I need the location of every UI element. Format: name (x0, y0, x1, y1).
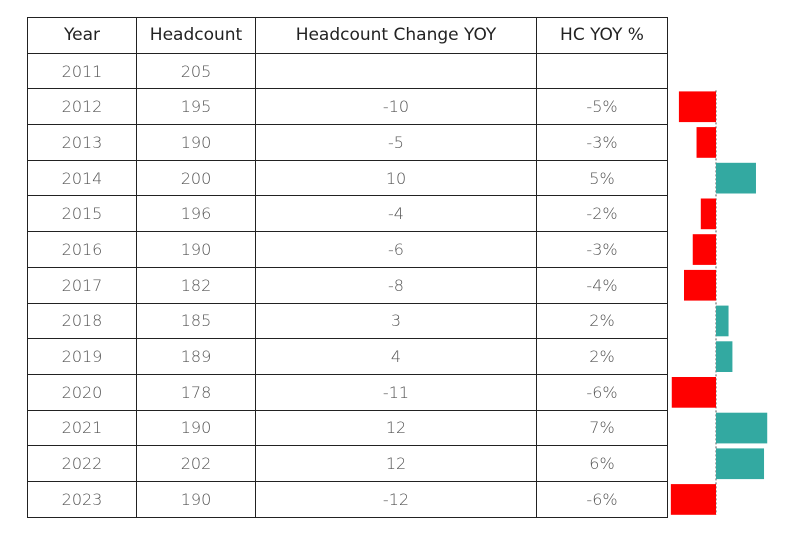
header-hc-yoy-pct: HC YOY % (537, 18, 668, 54)
cell-pct: -3% (537, 125, 668, 161)
cell-headcount: 182 (137, 267, 256, 303)
cell-year: 2017 (28, 267, 137, 303)
cell-pct: 7% (537, 410, 668, 446)
bar-2023 (671, 484, 716, 515)
cell-change: -10 (256, 89, 537, 125)
cell-headcount: 190 (137, 232, 256, 268)
cell-year: 2016 (28, 232, 137, 268)
cell-headcount: 190 (137, 125, 256, 161)
cell-pct: -3% (537, 232, 668, 268)
cell-headcount: 190 (137, 410, 256, 446)
header-year: Year (28, 18, 137, 54)
bar-2019 (716, 341, 732, 372)
cell-year: 2011 (28, 53, 137, 89)
bar-2020 (672, 377, 716, 408)
cell-pct: 2% (537, 339, 668, 375)
bar-2018 (716, 306, 729, 337)
bar-2013 (697, 127, 716, 158)
header-headcount-change-yoy: Headcount Change YOY (256, 18, 537, 54)
cell-change: -11 (256, 374, 537, 410)
cell-change: -8 (256, 267, 537, 303)
cell-pct: -4% (537, 267, 668, 303)
cell-year: 2015 (28, 196, 137, 232)
cell-change: 10 (256, 160, 537, 196)
bar-2017 (684, 270, 716, 301)
cell-headcount: 189 (137, 339, 256, 375)
bar-2015 (701, 199, 716, 230)
cell-change: 12 (256, 410, 537, 446)
cell-headcount: 196 (137, 196, 256, 232)
cell-year: 2021 (28, 410, 137, 446)
cell-year: 2023 (28, 481, 137, 517)
cell-pct: 6% (537, 446, 668, 482)
cell-headcount: 205 (137, 53, 256, 89)
cell-pct: -6% (537, 374, 668, 410)
cell-headcount: 200 (137, 160, 256, 196)
cell-year: 2012 (28, 89, 137, 125)
cell-change: -6 (256, 232, 537, 268)
cell-year: 2018 (28, 303, 137, 339)
cell-change: -12 (256, 481, 537, 517)
cell-change: 3 (256, 303, 537, 339)
cell-headcount: 195 (137, 89, 256, 125)
cell-pct: -6% (537, 481, 668, 517)
cell-change: 4 (256, 339, 537, 375)
bar-2022 (716, 448, 764, 479)
cell-pct: -2% (537, 196, 668, 232)
bar-2016 (693, 234, 716, 265)
cell-year: 2020 (28, 374, 137, 410)
cell-change: 12 (256, 446, 537, 482)
header-headcount: Headcount (137, 18, 256, 54)
bar-2014 (716, 163, 756, 194)
cell-headcount: 185 (137, 303, 256, 339)
bar-2012 (679, 91, 716, 122)
cell-headcount: 178 (137, 374, 256, 410)
cell-change: -4 (256, 196, 537, 232)
cell-year: 2013 (28, 125, 137, 161)
cell-year: 2019 (28, 339, 137, 375)
bar-2021 (716, 413, 767, 444)
cell-pct: 2% (537, 303, 668, 339)
cell-year: 2014 (28, 160, 137, 196)
cell-pct: -5% (537, 89, 668, 125)
cell-pct: 5% (537, 160, 668, 196)
cell-year: 2022 (28, 446, 137, 482)
cell-change: -5 (256, 125, 537, 161)
cell-headcount: 190 (137, 481, 256, 517)
cell-headcount: 202 (137, 446, 256, 482)
